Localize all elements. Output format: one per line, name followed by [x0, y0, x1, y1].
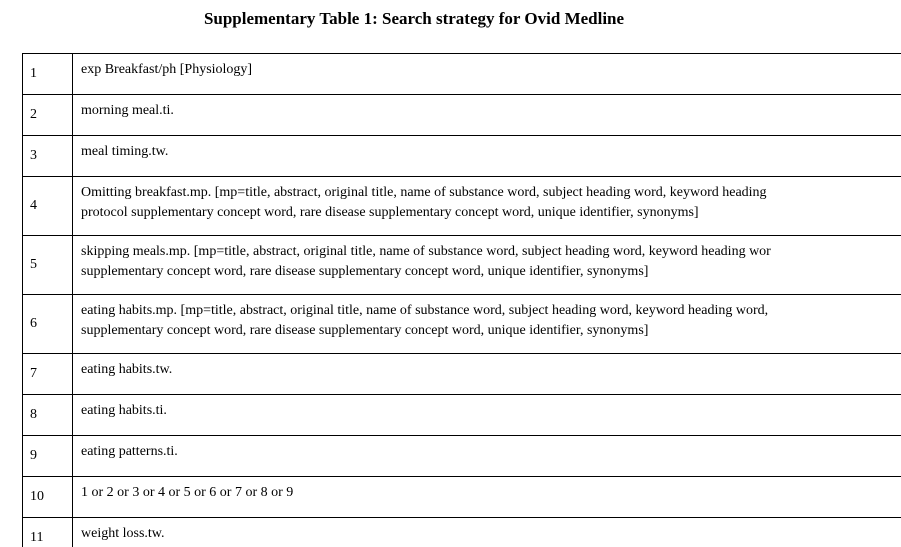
search-strategy-table-container: [22, 53, 901, 547]
search-term: morning meal.ti.: [73, 95, 901, 136]
search-term: weight loss.tw.: [73, 518, 901, 547]
search-term: meal timing.tw.: [73, 136, 901, 177]
table-row: [23, 177, 901, 236]
search-term: exp Breakfast/ph [Physiology]: [73, 54, 901, 95]
row-number: 11: [23, 518, 73, 547]
row-number: 2: [23, 95, 73, 136]
table-row: [23, 236, 901, 295]
search-term: eating habits.tw.: [73, 354, 901, 395]
table-row: [23, 54, 901, 95]
row-number: 9: [23, 436, 73, 477]
table-row: [23, 477, 901, 518]
row-number: 4: [23, 177, 73, 236]
search-term: 1 or 2 or 3 or 4 or 5 or 6 or 7 or 8 or 9: [73, 477, 901, 518]
table-row: [23, 295, 901, 354]
search-strategy-table: [22, 53, 901, 547]
search-term: Omitting breakfast.mp. [mp=title, abstract, original title, name of substance word, subject heading word, keyword heading protocol supplementary concept word, rare disease supplementary concept word, unique identifier, synonyms]: [73, 177, 901, 236]
table-row: [23, 518, 901, 547]
table-row: [23, 395, 901, 436]
row-number: 10: [23, 477, 73, 518]
table-row: [23, 354, 901, 395]
table-row: [23, 95, 901, 136]
row-number: 6: [23, 295, 73, 354]
table-title: Supplementary Table 1: Search strategy for Ovid Medline: [203, 9, 625, 28]
row-number: 3: [23, 136, 73, 177]
row-number: 5: [23, 236, 73, 295]
row-number: 1: [23, 54, 73, 95]
search-term: skipping meals.mp. [mp=title, abstract, original title, name of substance word, subject heading word, keyword heading wor supplementary concept word, rare disease supplementary concept word, unique identifier, synonyms]: [73, 236, 901, 295]
row-number: 7: [23, 354, 73, 395]
table-row: [23, 136, 901, 177]
search-term: eating patterns.ti.: [73, 436, 901, 477]
search-term: eating habits.mp. [mp=title, abstract, original title, name of substance word, subject heading word, keyword heading word, supplementary concept word, rare disease supplementary concept word, unique identifier, synonyms]: [73, 295, 901, 354]
table-row: [23, 436, 901, 477]
row-number: 8: [23, 395, 73, 436]
search-term: eating habits.ti.: [73, 395, 901, 436]
